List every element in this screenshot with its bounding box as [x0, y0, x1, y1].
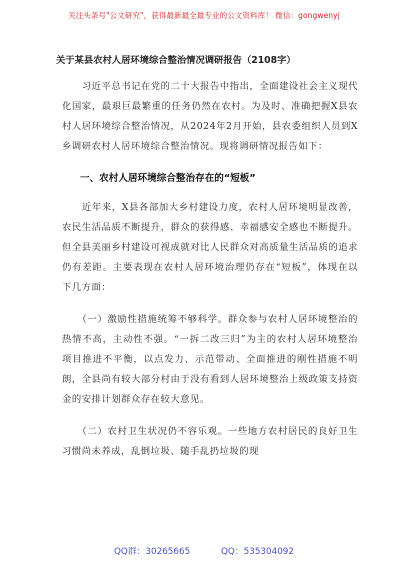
footer — [0, 544, 408, 557]
intro-paragraph — [62, 77, 358, 157]
section-heading: 一、农村人居环境综合整治存在的“短板” — [80, 173, 256, 184]
footer-qq-group: QQ群：30265665 — [113, 547, 191, 557]
document-body — [56, 54, 358, 462]
section-intro-paragraph — [62, 198, 358, 298]
footer-qq: QQ：535304092 — [220, 547, 295, 557]
point-2-text: （二）农村卫生状况仍不容乐观。一些地方农村居民的良好卫生习惯尚未养成，乱倒垃圾、随手乱扔垃圾的现 — [62, 426, 358, 457]
section-intro-text: 近年来，X县各部加大乡村建设力度，农村人居环境明显改善，农民生活品质不断提升，群众的获得感、幸福感安全感也不断提升。但全县美丽乡村建设可视成就对比人民群众对高质量生活品质的追求仍有差距。主要表现在农村人居环境治理仍存在“短板”，体现在以下几方面： — [62, 202, 358, 293]
document-title: 关于某县农村人居环境综合整治情况调研报告（2108字） — [56, 55, 296, 66]
top-banner — [0, 0, 408, 30]
intro-text: 习近平总书记在党的二十大报告中指出，全面建设社会主义现代化国家，最艰巨最繁重的任务仍然在农村。为及时、准确把握X县农村人居环境综合整治情况，从2024年2月开始，县农委组织人员到X乡调研农村人居环境综合整治情况。现将调研情况报告如下： — [62, 81, 358, 152]
banner-text: 关注头条号"公文研究"，获得最新最全最专业的公文资料库！ 微信：gongwenyj — [68, 11, 340, 20]
point-2-paragraph — [62, 422, 358, 462]
point-1-paragraph — [62, 310, 358, 410]
point-1-text: （一）激励性措施统筹不够科学。群众参与农村人居环境整治的热情不高，主动性不强。“一拆二改三归”为主的农村人居环境整治项目推进不平衡，以点发力、示范带动、全面推进的刚性措施不明朗，全县尚有较大部分村由于没有看到人居环境整治上级政策支持资金的安排计划群众存在较大意见。 — [62, 314, 358, 405]
